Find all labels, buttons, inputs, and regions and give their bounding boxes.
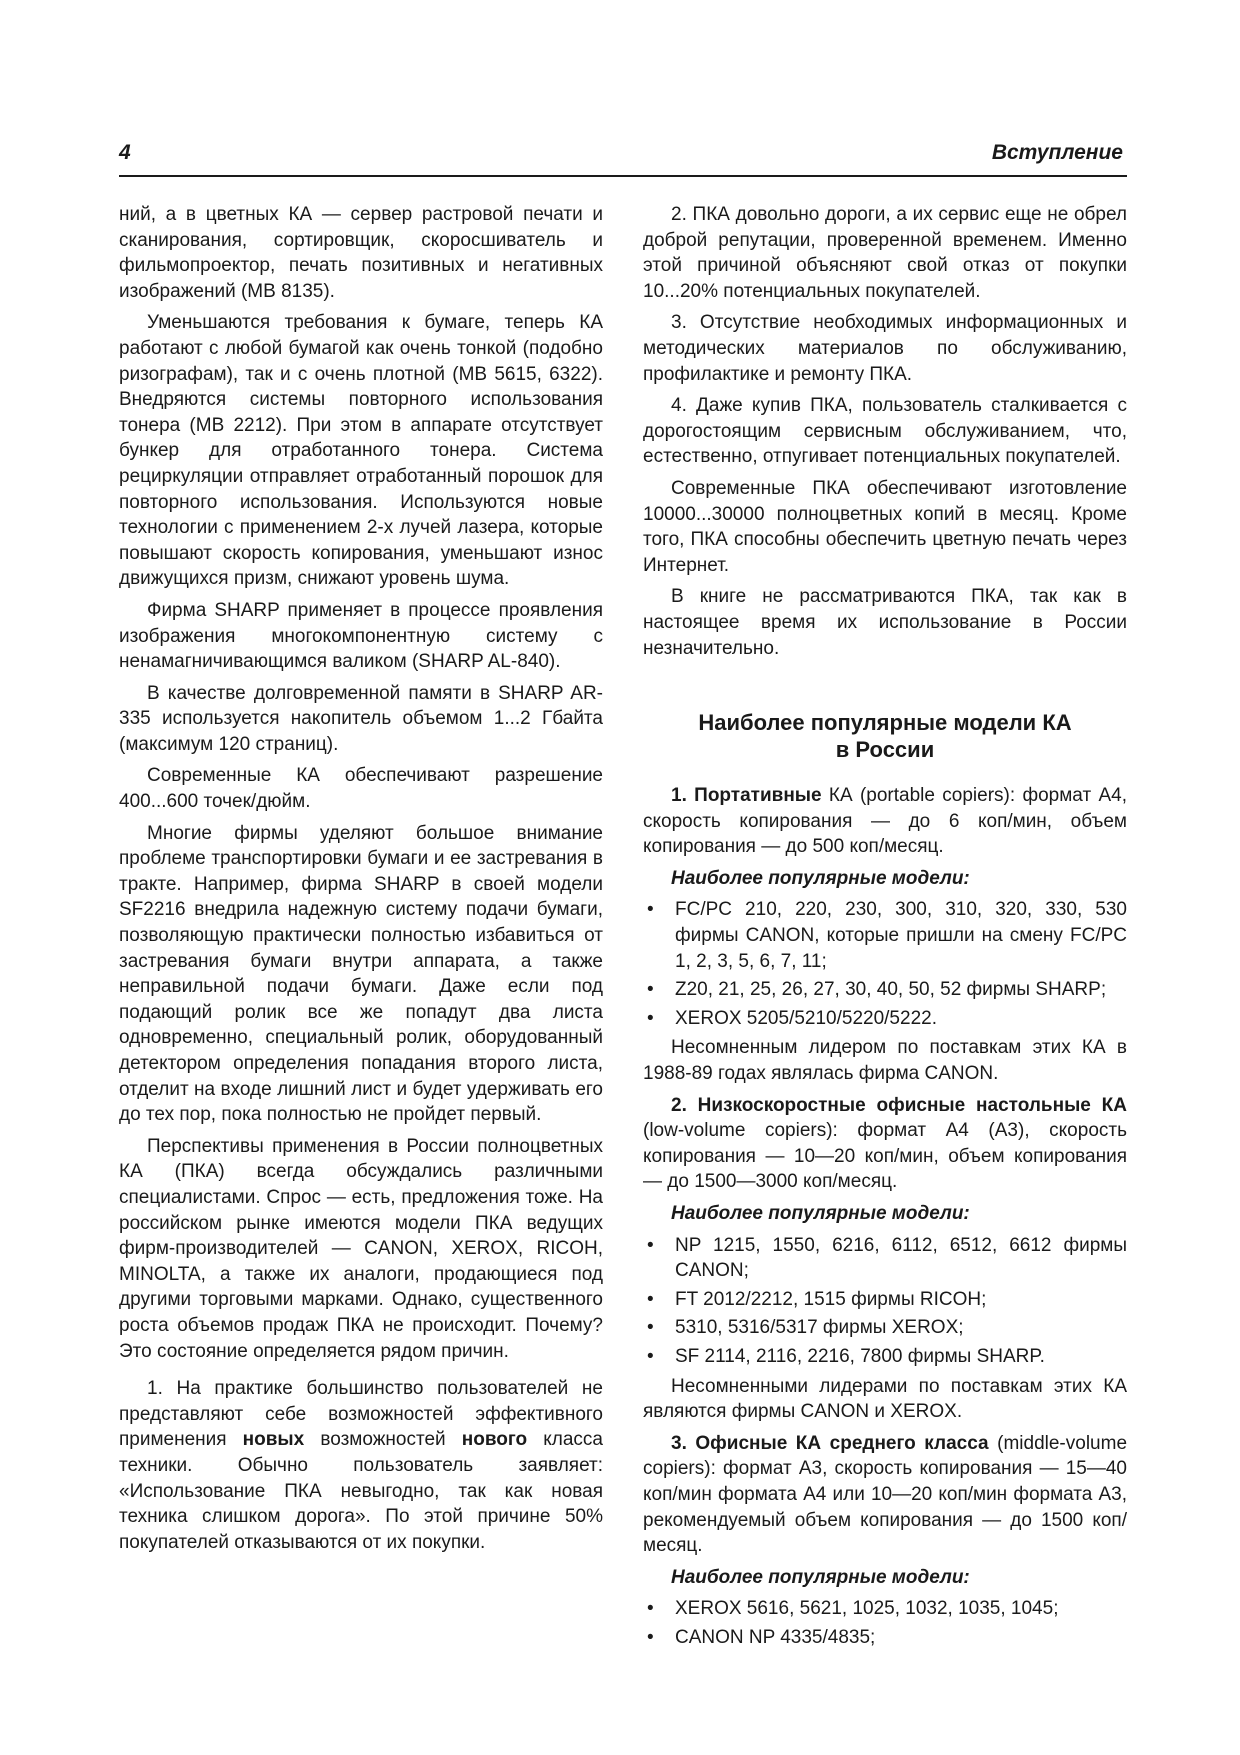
heading-line: в России bbox=[835, 737, 935, 763]
text: КА (portable copiers): формат А4, скорость копирования — до 6 коп/мин, объем копирования — до 500 коп/месяц. bbox=[643, 785, 1127, 858]
list-item: • SF 2114, 2116, 2216, 7800 фирмы SHARP. bbox=[643, 1344, 1127, 1370]
paragraph bbox=[643, 783, 1127, 860]
bullet-list bbox=[643, 1596, 1127, 1650]
paragraph: Несомненными лидерами по поставкам этих КА являются фирмы CANON и XEROX. bbox=[643, 1375, 1127, 1423]
list-item: • 5310, 5316/5317 фирмы XEROX; bbox=[643, 1315, 1127, 1341]
text: возможностей bbox=[304, 1429, 462, 1451]
paragraph bbox=[119, 1376, 603, 1555]
text: класса техники. Обычно пользователь заявляет: «Использование ПКА невыгодно, так как новая техника слишком дорога». По этой причине 50% покупателей отказываются от их покупки. bbox=[119, 1429, 603, 1553]
text: (middle-volume copiers): формат А3, скорость копирования — 15—40 коп/мин формата А4 или 10—20 коп/мин формата А3, рекомендуемый объем копирования — до 1500 коп/месяц. bbox=[643, 1432, 1128, 1557]
list-item: • NP 1215, 1550, 6216, 6112, 6512, 6612 фирмы CANON; bbox=[643, 1233, 1127, 1284]
bold-text: новых bbox=[242, 1429, 305, 1451]
paragraph: Уменьшаются требования к бумаге, теперь КА работают с любой бумагой как очень тонкой (подобно ризографам), так и с очень плотной (МВ 5615, 6322). Внедряются системы повторного использования тонера (МВ 2212). При этом в аппарате отсутствует бункер для отработанного тонера. Система рециркуляции отправляет отработанный порошок для повторного использования. Используются новые технологии с применением 2-х лучей лазера, которые повышают скорость копирования, уменьшают износ движущихся призм, снижают уровень шума. bbox=[119, 312, 603, 590]
list-item: • XEROX 5616, 5621, 1025, 1032, 1035, 1045; bbox=[643, 1596, 1127, 1622]
paragraph: Современные ПКА обеспечивают изготовление 10000...30000 полноцветных копий в месяц. Кроме того, ПКА способны обеспечить цветную печать через Интернет. bbox=[643, 477, 1127, 576]
popular-models-label: Наиболее популярные модели: bbox=[671, 867, 970, 889]
list-item: • FC/PC 210, 220, 230, 300, 310, 320, 330, 530 фирмы CANON, которые пришли на смену FC/PC 1, 2, 3, 5, 6, 7, 11; bbox=[643, 897, 1127, 974]
popular-models-label: Наиболее популярные модели: bbox=[671, 1203, 970, 1224]
text: (low-volume copiers): формат А4 (А3), скорость копирования — 10—20 коп/мин, объем копирования — до 1500—3000 коп/месяц. bbox=[643, 1120, 1127, 1193]
bullet-list bbox=[643, 897, 1127, 1031]
paragraph bbox=[643, 1431, 1127, 1559]
right-column bbox=[643, 202, 1127, 1655]
paragraph: Многие фирмы уделяют большое внимание проблеме транспортировки бумаги и ее застревания в тракте. Например, фирма SHARP в своей модели SF2216 внедрила надежную систему подачи бумаги, позволяющую практически полностью избавиться от застревания бумаги внутри аппарата, а также неправильной подачи бумаги. Даже если под подающий ролик все же попадут два листа одновременно, специальный ролик, оборудованный детектором определения попадания второго листа, отделит на входе лишний лист и будет удерживать его до тех пор, пока полностью не пройдет первый. bbox=[119, 822, 603, 1126]
page-header bbox=[119, 141, 1127, 177]
bold-text: 2. Низкоскоростные офисные настольные КА bbox=[671, 1094, 1127, 1116]
running-head: Вступление bbox=[991, 141, 1123, 164]
list-item: • Z20, 21, 25, 26, 27, 30, 40, 50, 52 фирмы SHARP; bbox=[643, 977, 1127, 1003]
paragraph: 3. Отсутствие необходимых информационных и методических материалов по обслуживанию, профилактике и ремонту ПКА. bbox=[643, 312, 1127, 385]
list-item: • FT 2012/2212, 1515 фирмы RICOH; bbox=[643, 1287, 1127, 1313]
bold-text: 1. Портативные bbox=[671, 785, 822, 807]
text: 1. На практике большинство пользователей не представляют себе возможностей эффективного применения bbox=[119, 1378, 603, 1451]
paragraph: В качестве долговременной памяти в SHARP AR-335 используется накопитель объемом 1...2 Гбайта (максимум 120 страниц). bbox=[119, 682, 603, 755]
list-item: • CANON NP 4335/4835; bbox=[643, 1625, 1127, 1651]
paragraph: В книге не рассматриваются ПКА, так как в настоящее время их использование в России незначительно. bbox=[643, 586, 1127, 659]
bold-text: 3. Офисные КА среднего класса bbox=[671, 1432, 989, 1454]
popular-models-label: Наиболее популярные модели: bbox=[671, 1566, 970, 1588]
bold-text: нового bbox=[461, 1429, 528, 1451]
paragraph: 4. Даже купив ПКА, пользователь сталкивается с дорогостоящим сервисным обслуживанием, что, естественно, отпугивает потенциальных покупателей. bbox=[643, 395, 1127, 468]
bullet-list bbox=[643, 1233, 1127, 1370]
left-column bbox=[119, 202, 603, 1561]
paragraph: 2. ПКА довольно дороги, а их сервис еще не обрел доброй репутации, проверенной временем. Именно этой причиной объясняют свой отказ от покупки 10...20% потенциальных покупателей. bbox=[643, 204, 1127, 302]
paragraph: Современные КА обеспечивают разрешение 400...600 точек/дюйм. bbox=[119, 765, 603, 813]
paragraph: Несомненным лидером по поставкам этих КА в 1988-89 годах являлась фирма CANON. bbox=[643, 1037, 1127, 1085]
page-number: 4 bbox=[119, 141, 131, 164]
paragraph bbox=[643, 1093, 1127, 1195]
paragraph: Перспективы применения в России полноцветных КА (ПКА) всегда обсуждались различными специалистами. Спрос — есть, предложения тоже. На российском рынке имеются модели ПКА ведущих фирм-производителей — CANON, XEROX, RICOH, MINOLTA, а также их аналоги, продающиеся под другими торговыми марками. Однако, существенного роста объемов продаж ПКА не происходит. Почему? Это состояние определяется рядом причин. bbox=[119, 1135, 603, 1362]
heading-line: Наиболее популярные модели КА bbox=[698, 710, 1072, 736]
list-item: • XEROX 5205/5210/5220/5222. bbox=[643, 1006, 1127, 1032]
section-heading bbox=[643, 709, 1127, 763]
paragraph: Фирма SHARP применяет в процессе проявления изображения многокомпонентную систему с ненамагничивающимся валиком (SHARP AL-840). bbox=[119, 599, 603, 673]
paragraph: ний, а в цветных КА — сервер растровой печати и сканирования, сортировщик, скоросшиватель и фильмопроектор, печать позитивных и негативных изображений (МВ 8135). bbox=[119, 204, 603, 302]
